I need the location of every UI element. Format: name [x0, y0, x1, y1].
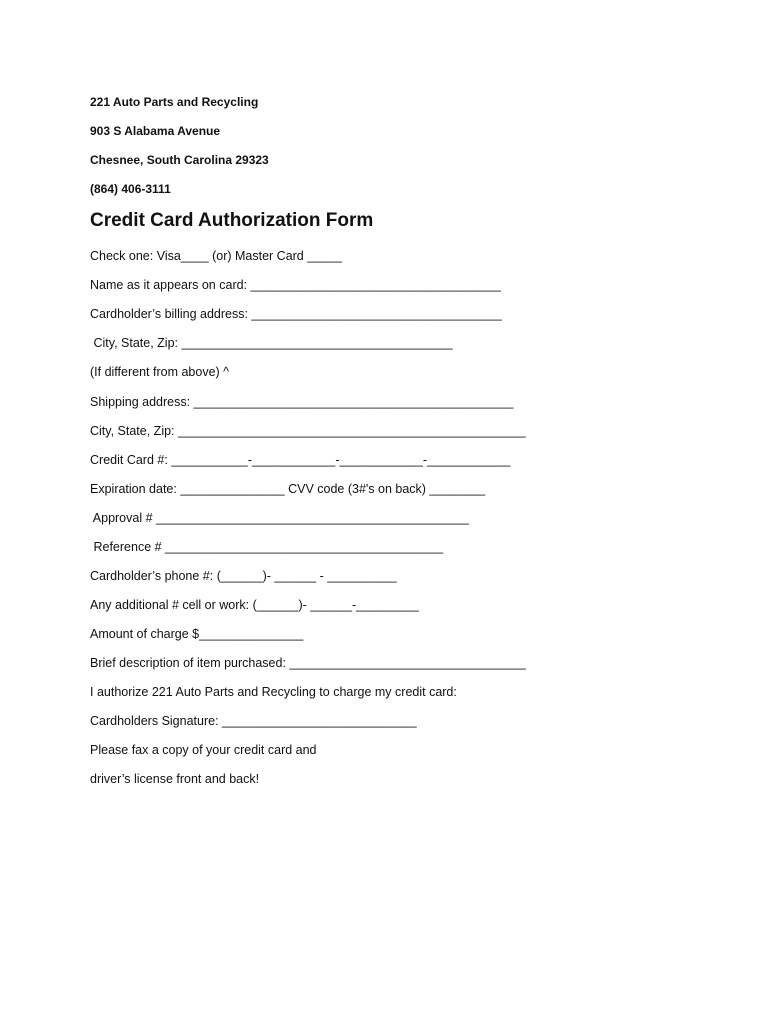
check-one-field: Check one: Visa____ (or) Master Card _____: [90, 249, 342, 263]
authorization-statement: I authorize 221 Auto Parts and Recycling to charge my credit card:: [90, 685, 457, 699]
description-field: Brief description of item purchased: __________________________________: [90, 656, 526, 670]
company-street: 903 S Alabama Avenue: [90, 124, 221, 138]
reference-field: Reference # ________________________________________: [90, 540, 444, 554]
expiration-cvv-field: Expiration date: _______________ CVV code (3#'s on back) ________: [90, 482, 486, 496]
amount-field: Amount of charge $_______________: [90, 627, 304, 641]
shipping-address-field: Shipping address: ______________________________________________: [90, 395, 514, 409]
fax-note-line-2: driver’s license front and back!: [90, 772, 260, 786]
company-city: Chesnee, South Carolina 29323: [90, 153, 269, 167]
company-name: 221 Auto Parts and Recycling: [90, 95, 259, 109]
signature-field: Cardholders Signature: ____________________________: [90, 714, 417, 728]
cardholder-phone-field: Cardholder’s phone #: (______)- ______ - __________: [90, 569, 397, 583]
card-number-field: Credit Card #: ___________-____________-____________-____________: [90, 453, 511, 467]
fax-note-line-1: Please fax a copy of your credit card and: [90, 743, 317, 757]
company-phone: (864) 406-3111: [90, 182, 171, 196]
billing-address-field: Cardholder’s billing address: ____________________________________: [90, 307, 502, 321]
approval-field: Approval # _____________________________________________: [90, 511, 469, 525]
if-different-note: (If different from above) ^: [90, 365, 230, 379]
shipping-city-field: City, State, Zip: __________________________________________________: [90, 424, 526, 438]
additional-phone-field: Any additional # cell or work: (______)- ______-_________: [90, 598, 419, 612]
name-on-card-field: Name as it appears on card: ____________________________________: [90, 278, 501, 292]
billing-city-field: City, State, Zip: _______________________________________: [90, 336, 453, 350]
form-title: Credit Card Authorization Form: [90, 210, 374, 231]
